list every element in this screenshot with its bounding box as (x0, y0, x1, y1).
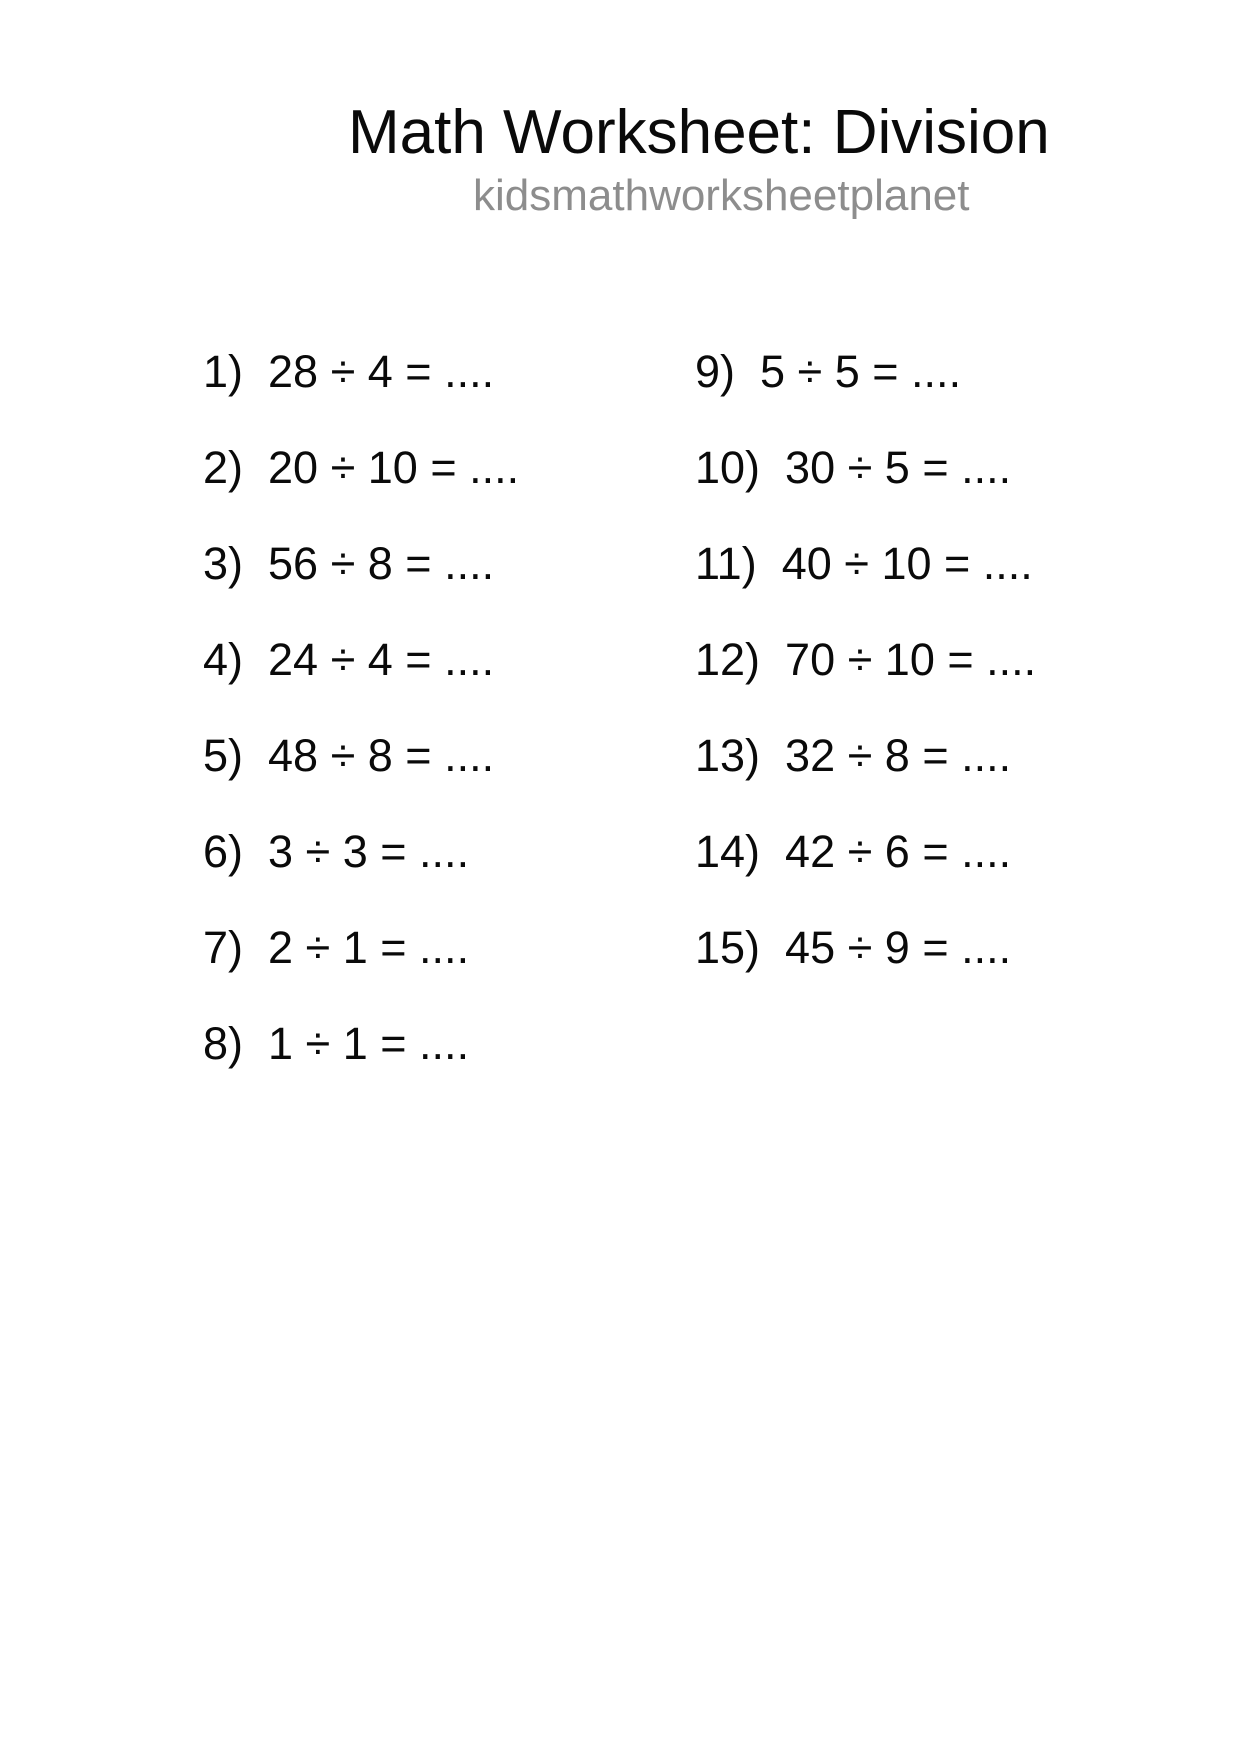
problem-10: 10) 30 ÷ 5 = .... (695, 442, 1012, 493)
problem-8: 8) 1 ÷ 1 = .... (203, 1018, 470, 1069)
problem-9: 9) 5 ÷ 5 = .... (695, 346, 962, 397)
problem-14: 14) 42 ÷ 6 = .... (695, 826, 1012, 877)
problem-15: 15) 45 ÷ 9 = .... (695, 922, 1012, 973)
problem-2: 2) 20 ÷ 10 = .... (203, 442, 520, 493)
problem-4: 4) 24 ÷ 4 = .... (203, 634, 495, 685)
page-subtitle: kidsmathworksheetplanet (473, 171, 970, 220)
problem-6: 6) 3 ÷ 3 = .... (203, 826, 470, 877)
problem-11: 11) 40 ÷ 10 = .... (695, 538, 1033, 589)
problem-1: 1) 28 ÷ 4 = .... (203, 346, 495, 397)
problem-13: 13) 32 ÷ 8 = .... (695, 730, 1012, 781)
problem-7: 7) 2 ÷ 1 = .... (203, 922, 470, 973)
problem-3: 3) 56 ÷ 8 = .... (203, 538, 495, 589)
page-title: Math Worksheet: Division (348, 98, 1050, 167)
problem-5: 5) 48 ÷ 8 = .... (203, 730, 495, 781)
problem-12: 12) 70 ÷ 10 = .... (695, 634, 1037, 685)
